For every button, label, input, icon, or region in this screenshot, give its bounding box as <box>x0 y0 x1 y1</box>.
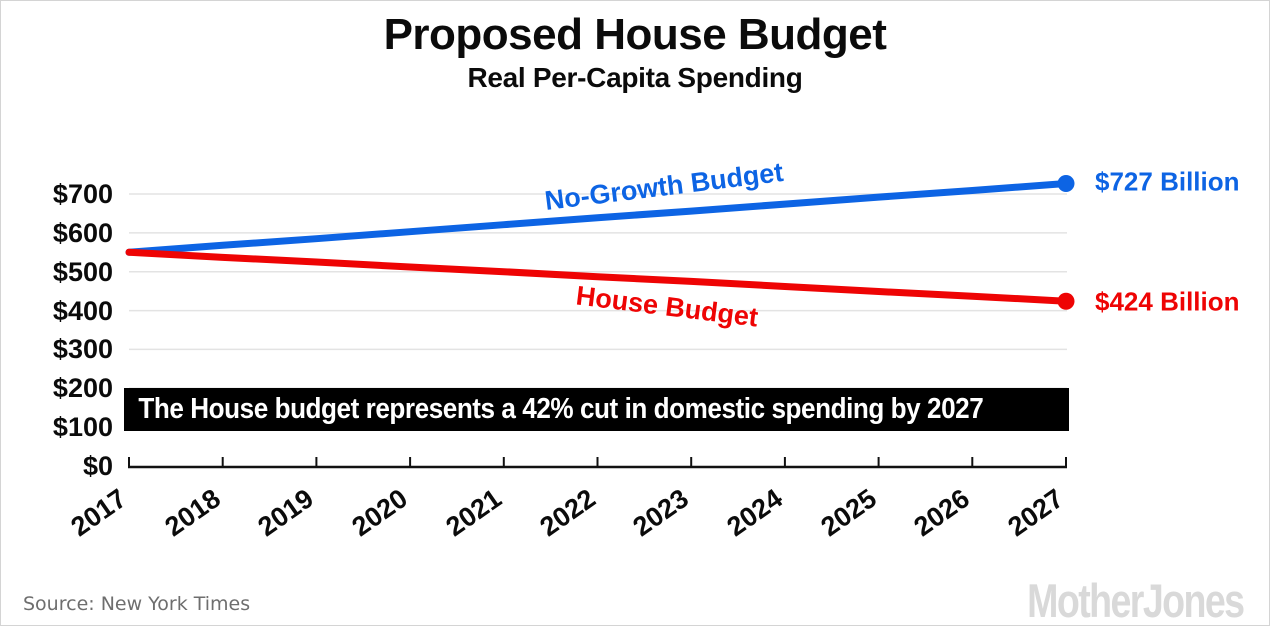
series-endpoint-dot-1 <box>1058 293 1075 310</box>
chart-subtitle: Real Per-Capita Spending <box>467 62 803 94</box>
x-axis-label: 2017 <box>65 483 132 543</box>
annotation-banner <box>124 388 1069 431</box>
y-axis-label: $100 <box>52 412 113 443</box>
y-axis-label: $0 <box>82 451 113 481</box>
x-axis-label: 2018 <box>159 483 226 543</box>
y-axis-label: $300 <box>52 334 113 365</box>
x-axis-label: 2022 <box>534 483 601 543</box>
y-axis-label: $400 <box>52 295 113 326</box>
series-label-no-growth-budget: No-Growth Budget <box>543 156 785 217</box>
series-endpoint-dot-0 <box>1058 175 1075 192</box>
x-axis-label: 2025 <box>815 483 882 543</box>
x-axis-label: 2021 <box>440 483 507 543</box>
x-axis-label: 2020 <box>346 483 414 543</box>
x-axis-label: 2023 <box>627 483 695 543</box>
chart-title: Proposed House Budget <box>383 10 887 59</box>
y-axis-label: $600 <box>52 217 113 248</box>
end-value-label-house: $424 Billion <box>1095 286 1240 317</box>
y-axis-label: $500 <box>52 256 113 287</box>
mother-jones-logo: MotherJones <box>1026 574 1243 626</box>
x-axis-label: 2027 <box>1002 483 1069 543</box>
annotation-banner-text: The House budget represents a 42% cut in domestic spending by 2027 <box>138 393 984 425</box>
source-attribution: Source: New York Times <box>23 593 251 615</box>
series-label-house-budget: House Budget <box>574 280 760 333</box>
x-axis-label: 2019 <box>252 483 320 543</box>
x-axis-label: 2026 <box>908 483 976 543</box>
x-axis-label: 2024 <box>721 483 788 543</box>
y-axis-label: $700 <box>52 179 113 209</box>
end-value-label-no-growth: $727 Billion <box>1095 166 1240 197</box>
y-axis-label: $200 <box>52 373 113 404</box>
